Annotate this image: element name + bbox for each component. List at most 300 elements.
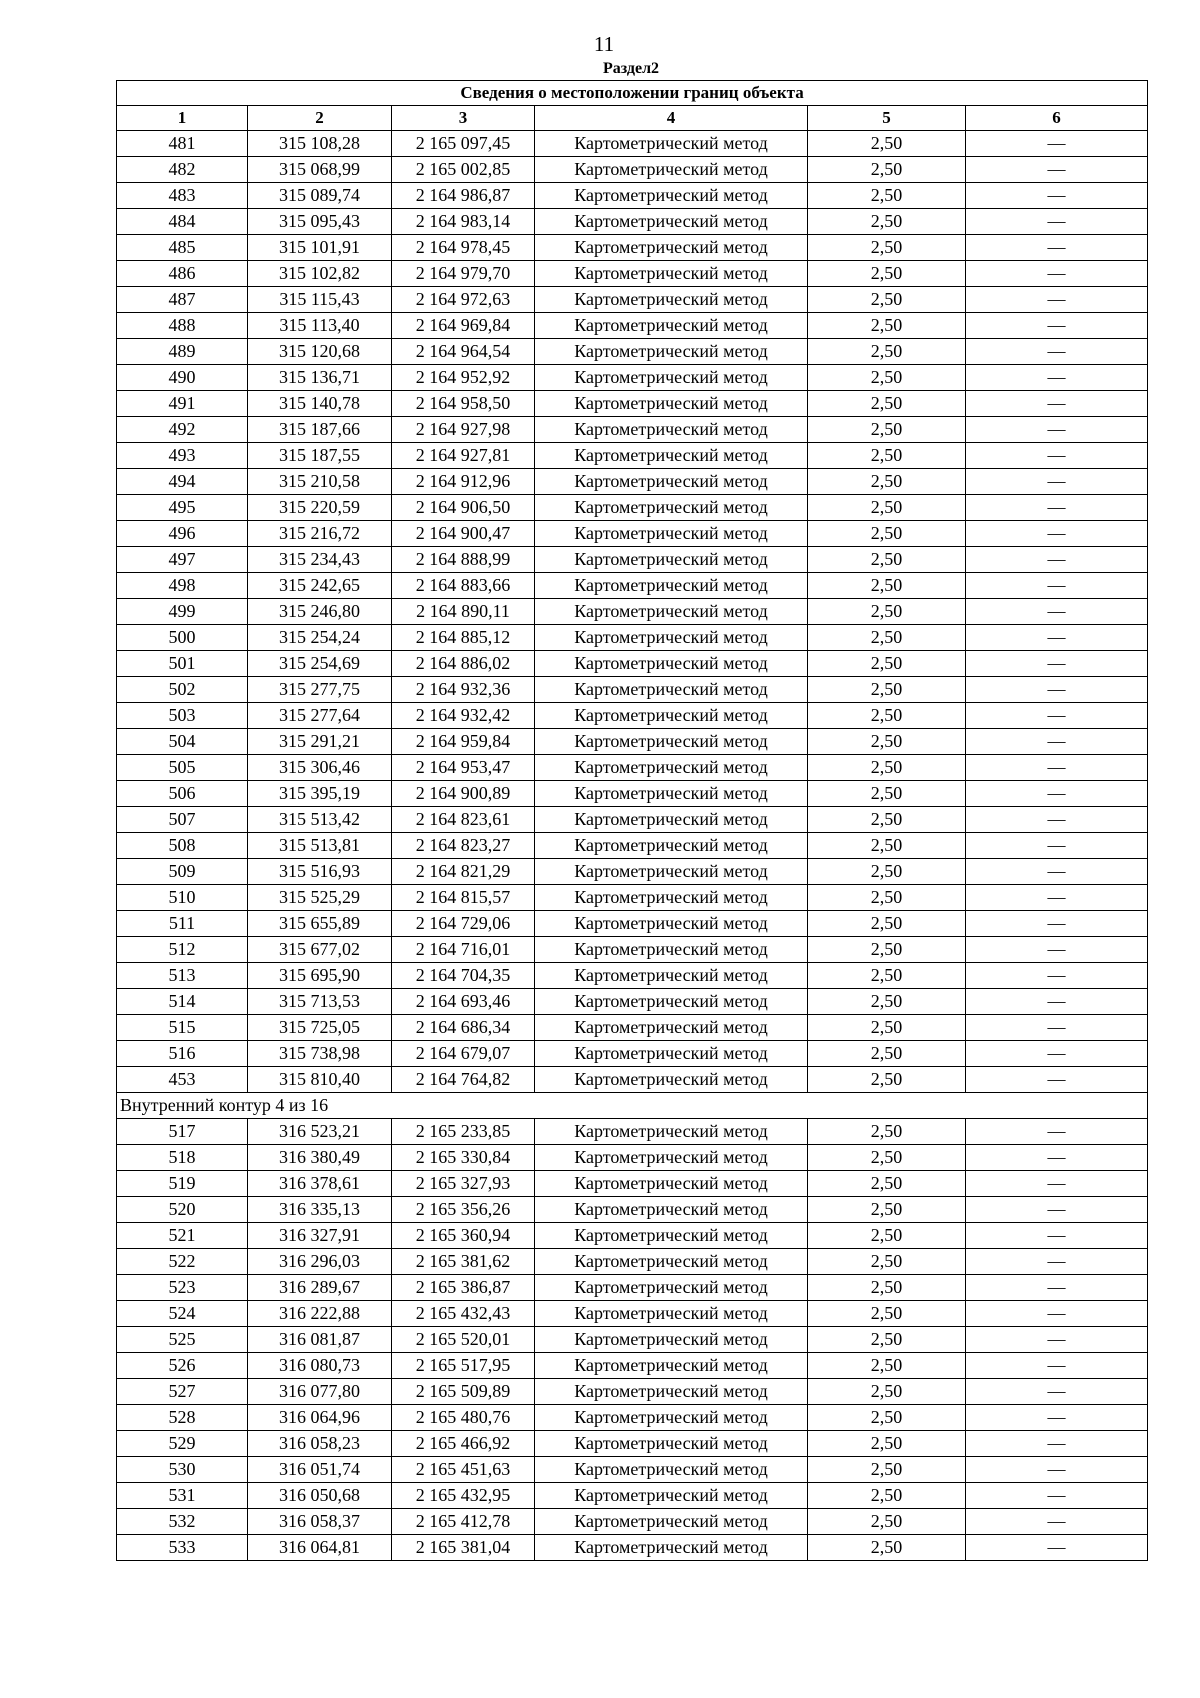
y-coordinate-cell: 2 164 900,47 (392, 521, 535, 547)
description-cell: — (966, 651, 1148, 677)
y-coordinate-cell: 2 165 386,87 (392, 1275, 535, 1301)
x-coordinate-cell: 315 220,59 (248, 495, 392, 521)
table-row (117, 1535, 1148, 1561)
point-number-cell: 509 (117, 859, 248, 885)
point-number-cell: 533 (117, 1535, 248, 1561)
y-coordinate-cell: 2 165 002,85 (392, 157, 535, 183)
method-cell: Картометрический метод (535, 1067, 808, 1093)
accuracy-cell: 2,50 (808, 651, 966, 677)
point-number-cell: 520 (117, 1197, 248, 1223)
method-cell: Картометрический метод (535, 1457, 808, 1483)
x-coordinate-cell: 316 058,23 (248, 1431, 392, 1457)
table-row (117, 1171, 1148, 1197)
y-coordinate-cell: 2 165 097,45 (392, 131, 535, 157)
y-coordinate-cell: 2 164 883,66 (392, 573, 535, 599)
method-cell: Картометрический метод (535, 1119, 808, 1145)
y-coordinate-cell: 2 164 912,96 (392, 469, 535, 495)
table-row (117, 1067, 1148, 1093)
method-cell: Картометрический метод (535, 339, 808, 365)
x-coordinate-cell: 315 525,29 (248, 885, 392, 911)
section-label: Раздел2 (602, 60, 660, 77)
point-number-cell: 453 (117, 1067, 248, 1093)
table-row (117, 313, 1148, 339)
method-cell: Картометрический метод (535, 1483, 808, 1509)
accuracy-cell: 2,50 (808, 1275, 966, 1301)
point-number-cell: 516 (117, 1041, 248, 1067)
point-number-cell: 498 (117, 573, 248, 599)
table-row (117, 703, 1148, 729)
y-coordinate-cell: 2 165 480,76 (392, 1405, 535, 1431)
description-cell: — (966, 313, 1148, 339)
point-number-cell: 531 (117, 1483, 248, 1509)
x-coordinate-cell: 315 187,66 (248, 417, 392, 443)
method-cell: Картометрический метод (535, 313, 808, 339)
point-number-cell: 503 (117, 703, 248, 729)
point-number-cell: 485 (117, 235, 248, 261)
point-number-cell: 529 (117, 1431, 248, 1457)
accuracy-cell: 2,50 (808, 1483, 966, 1509)
x-coordinate-cell: 315 101,91 (248, 235, 392, 261)
description-cell: — (966, 729, 1148, 755)
description-cell: — (966, 677, 1148, 703)
table-row (117, 1119, 1148, 1145)
table-row (117, 911, 1148, 937)
point-number-cell: 505 (117, 755, 248, 781)
x-coordinate-cell: 315 277,64 (248, 703, 392, 729)
x-coordinate-cell: 316 058,37 (248, 1509, 392, 1535)
table-row (117, 1431, 1148, 1457)
x-coordinate-cell: 315 655,89 (248, 911, 392, 937)
x-coordinate-cell: 316 050,68 (248, 1483, 392, 1509)
description-cell: — (966, 1015, 1148, 1041)
accuracy-cell: 2,50 (808, 183, 966, 209)
description-cell: — (966, 261, 1148, 287)
method-cell: Картометрический метод (535, 859, 808, 885)
x-coordinate-cell: 316 523,21 (248, 1119, 392, 1145)
x-coordinate-cell: 316 327,91 (248, 1223, 392, 1249)
description-cell: — (966, 1223, 1148, 1249)
column-header: 4 (535, 106, 808, 131)
point-number-cell: 530 (117, 1457, 248, 1483)
contour-subheader-row (117, 1093, 1148, 1119)
method-cell: Картометрический метод (535, 1197, 808, 1223)
table-row (117, 521, 1148, 547)
accuracy-cell: 2,50 (808, 1015, 966, 1041)
accuracy-cell: 2,50 (808, 495, 966, 521)
x-coordinate-cell: 316 064,81 (248, 1535, 392, 1561)
point-number-cell: 517 (117, 1119, 248, 1145)
method-cell: Картометрический метод (535, 417, 808, 443)
accuracy-cell: 2,50 (808, 1249, 966, 1275)
description-cell: — (966, 1041, 1148, 1067)
description-cell: — (966, 807, 1148, 833)
point-number-cell: 525 (117, 1327, 248, 1353)
y-coordinate-cell: 2 164 693,46 (392, 989, 535, 1015)
method-cell: Картометрический метод (535, 1509, 808, 1535)
accuracy-cell: 2,50 (808, 599, 966, 625)
description-cell: — (966, 547, 1148, 573)
description-cell: — (966, 1327, 1148, 1353)
table-title: Сведения о местоположении границ объекта (117, 81, 1148, 106)
table-row (117, 1223, 1148, 1249)
description-cell: — (966, 417, 1148, 443)
table-row (117, 677, 1148, 703)
description-cell: — (966, 443, 1148, 469)
point-number-cell: 491 (117, 391, 248, 417)
table-row (117, 1509, 1148, 1535)
method-cell: Картометрический метод (535, 1249, 808, 1275)
description-cell: — (966, 1067, 1148, 1093)
method-cell: Картометрический метод (535, 1327, 808, 1353)
point-number-cell: 523 (117, 1275, 248, 1301)
accuracy-cell: 2,50 (808, 1509, 966, 1535)
y-coordinate-cell: 2 164 927,81 (392, 443, 535, 469)
y-coordinate-cell: 2 165 517,95 (392, 1353, 535, 1379)
description-cell: — (966, 1249, 1148, 1275)
y-coordinate-cell: 2 165 509,89 (392, 1379, 535, 1405)
method-cell: Картометрический метод (535, 1015, 808, 1041)
description-cell: — (966, 781, 1148, 807)
method-cell: Картометрический метод (535, 885, 808, 911)
x-coordinate-cell: 315 810,40 (248, 1067, 392, 1093)
y-coordinate-cell: 2 164 959,84 (392, 729, 535, 755)
accuracy-cell: 2,50 (808, 703, 966, 729)
method-cell: Картометрический метод (535, 911, 808, 937)
accuracy-cell: 2,50 (808, 625, 966, 651)
method-cell: Картометрический метод (535, 833, 808, 859)
y-coordinate-cell: 2 164 888,99 (392, 547, 535, 573)
y-coordinate-cell: 2 165 233,85 (392, 1119, 535, 1145)
description-cell: — (966, 339, 1148, 365)
x-coordinate-cell: 315 277,75 (248, 677, 392, 703)
y-coordinate-cell: 2 164 952,92 (392, 365, 535, 391)
description-cell: — (966, 703, 1148, 729)
table-row (117, 599, 1148, 625)
accuracy-cell: 2,50 (808, 1171, 966, 1197)
description-cell: — (966, 1431, 1148, 1457)
method-cell: Картометрический метод (535, 703, 808, 729)
description-cell: — (966, 183, 1148, 209)
y-coordinate-cell: 2 164 969,84 (392, 313, 535, 339)
description-cell: — (966, 235, 1148, 261)
description-cell: — (966, 521, 1148, 547)
point-number-cell: 500 (117, 625, 248, 651)
x-coordinate-cell: 316 378,61 (248, 1171, 392, 1197)
description-cell: — (966, 755, 1148, 781)
point-number-cell: 494 (117, 469, 248, 495)
method-cell: Картометрический метод (535, 391, 808, 417)
x-coordinate-cell: 315 242,65 (248, 573, 392, 599)
description-cell: — (966, 1457, 1148, 1483)
table-row (117, 261, 1148, 287)
x-coordinate-cell: 315 140,78 (248, 391, 392, 417)
table-row (117, 859, 1148, 885)
method-cell: Картометрический метод (535, 521, 808, 547)
accuracy-cell: 2,50 (808, 989, 966, 1015)
y-coordinate-cell: 2 164 927,98 (392, 417, 535, 443)
point-number-cell: 492 (117, 417, 248, 443)
description-cell: — (966, 209, 1148, 235)
column-header: 6 (966, 106, 1148, 131)
x-coordinate-cell: 315 136,71 (248, 365, 392, 391)
table-row (117, 469, 1148, 495)
accuracy-cell: 2,50 (808, 573, 966, 599)
column-header: 2 (248, 106, 392, 131)
accuracy-cell: 2,50 (808, 807, 966, 833)
point-number-cell: 508 (117, 833, 248, 859)
point-number-cell: 511 (117, 911, 248, 937)
method-cell: Картометрический метод (535, 1535, 808, 1561)
y-coordinate-cell: 2 164 978,45 (392, 235, 535, 261)
x-coordinate-cell: 315 395,19 (248, 781, 392, 807)
description-cell: — (966, 963, 1148, 989)
method-cell: Картометрический метод (535, 1431, 808, 1457)
method-cell: Картометрический метод (535, 677, 808, 703)
point-number-cell: 507 (117, 807, 248, 833)
x-coordinate-cell: 315 291,21 (248, 729, 392, 755)
y-coordinate-cell: 2 164 679,07 (392, 1041, 535, 1067)
x-coordinate-cell: 315 113,40 (248, 313, 392, 339)
y-coordinate-cell: 2 165 451,63 (392, 1457, 535, 1483)
description-cell: — (966, 1301, 1148, 1327)
point-number-cell: 484 (117, 209, 248, 235)
y-coordinate-cell: 2 164 900,89 (392, 781, 535, 807)
method-cell: Картометрический метод (535, 131, 808, 157)
y-coordinate-cell: 2 164 906,50 (392, 495, 535, 521)
x-coordinate-cell: 316 335,13 (248, 1197, 392, 1223)
point-number-cell: 524 (117, 1301, 248, 1327)
x-coordinate-cell: 316 081,87 (248, 1327, 392, 1353)
table-row (117, 651, 1148, 677)
boundary-coordinates-table (116, 80, 1148, 1561)
point-number-cell: 502 (117, 677, 248, 703)
accuracy-cell: 2,50 (808, 391, 966, 417)
description-cell: — (966, 911, 1148, 937)
table-row (117, 833, 1148, 859)
y-coordinate-cell: 2 164 823,61 (392, 807, 535, 833)
description-cell: — (966, 833, 1148, 859)
y-coordinate-cell: 2 165 356,26 (392, 1197, 535, 1223)
method-cell: Картометрический метод (535, 261, 808, 287)
accuracy-cell: 2,50 (808, 677, 966, 703)
y-coordinate-cell: 2 164 890,11 (392, 599, 535, 625)
column-header: 3 (392, 106, 535, 131)
x-coordinate-cell: 315 068,99 (248, 157, 392, 183)
point-number-cell: 512 (117, 937, 248, 963)
point-number-cell: 501 (117, 651, 248, 677)
description-cell: — (966, 1379, 1148, 1405)
x-coordinate-cell: 315 695,90 (248, 963, 392, 989)
table-row (117, 781, 1148, 807)
point-number-cell: 515 (117, 1015, 248, 1041)
method-cell: Картометрический метод (535, 183, 808, 209)
accuracy-cell: 2,50 (808, 937, 966, 963)
y-coordinate-cell: 2 165 327,93 (392, 1171, 535, 1197)
y-coordinate-cell: 2 165 412,78 (392, 1509, 535, 1535)
table-row (117, 1353, 1148, 1379)
point-number-cell: 497 (117, 547, 248, 573)
method-cell: Картометрический метод (535, 755, 808, 781)
accuracy-cell: 2,50 (808, 131, 966, 157)
table-row (117, 365, 1148, 391)
method-cell: Картометрический метод (535, 989, 808, 1015)
table-row (117, 1483, 1148, 1509)
method-cell: Картометрический метод (535, 1301, 808, 1327)
accuracy-cell: 2,50 (808, 1535, 966, 1561)
method-cell: Картометрический метод (535, 1171, 808, 1197)
y-coordinate-cell: 2 164 815,57 (392, 885, 535, 911)
column-header: 1 (117, 106, 248, 131)
column-number-row (117, 106, 1148, 131)
method-cell: Картометрический метод (535, 287, 808, 313)
y-coordinate-cell: 2 165 466,92 (392, 1431, 535, 1457)
table-row (117, 989, 1148, 1015)
accuracy-cell: 2,50 (808, 235, 966, 261)
accuracy-cell: 2,50 (808, 469, 966, 495)
method-cell: Картометрический метод (535, 807, 808, 833)
accuracy-cell: 2,50 (808, 1145, 966, 1171)
table-row (117, 573, 1148, 599)
y-coordinate-cell: 2 164 972,63 (392, 287, 535, 313)
point-number-cell: 510 (117, 885, 248, 911)
point-number-cell: 514 (117, 989, 248, 1015)
x-coordinate-cell: 315 234,43 (248, 547, 392, 573)
accuracy-cell: 2,50 (808, 729, 966, 755)
table-row (117, 1145, 1148, 1171)
point-number-cell: 490 (117, 365, 248, 391)
table-row (117, 443, 1148, 469)
table-row (117, 391, 1148, 417)
accuracy-cell: 2,50 (808, 339, 966, 365)
y-coordinate-cell: 2 164 886,02 (392, 651, 535, 677)
y-coordinate-cell: 2 164 964,54 (392, 339, 535, 365)
table-row (117, 1405, 1148, 1431)
accuracy-cell: 2,50 (808, 1379, 966, 1405)
accuracy-cell: 2,50 (808, 781, 966, 807)
method-cell: Картометрический метод (535, 937, 808, 963)
x-coordinate-cell: 316 222,88 (248, 1301, 392, 1327)
accuracy-cell: 2,50 (808, 1431, 966, 1457)
y-coordinate-cell: 2 164 704,35 (392, 963, 535, 989)
table-row (117, 417, 1148, 443)
accuracy-cell: 2,50 (808, 1353, 966, 1379)
x-coordinate-cell: 315 089,74 (248, 183, 392, 209)
table-row (117, 937, 1148, 963)
table-row (117, 1275, 1148, 1301)
description-cell: — (966, 1275, 1148, 1301)
table-row (117, 235, 1148, 261)
table-row (117, 157, 1148, 183)
method-cell: Картометрический метод (535, 1379, 808, 1405)
method-cell: Картометрический метод (535, 209, 808, 235)
accuracy-cell: 2,50 (808, 859, 966, 885)
point-number-cell: 519 (117, 1171, 248, 1197)
description-cell: — (966, 937, 1148, 963)
description-cell: — (966, 1483, 1148, 1509)
accuracy-cell: 2,50 (808, 1405, 966, 1431)
table-row (117, 547, 1148, 573)
table-row (117, 807, 1148, 833)
point-number-cell: 521 (117, 1223, 248, 1249)
method-cell: Картометрический метод (535, 365, 808, 391)
description-cell: — (966, 573, 1148, 599)
description-cell: — (966, 1535, 1148, 1561)
method-cell: Картометрический метод (535, 1275, 808, 1301)
description-cell: — (966, 1171, 1148, 1197)
point-number-cell: 513 (117, 963, 248, 989)
point-number-cell: 532 (117, 1509, 248, 1535)
method-cell: Картометрический метод (535, 495, 808, 521)
table-row (117, 495, 1148, 521)
accuracy-cell: 2,50 (808, 287, 966, 313)
point-number-cell: 522 (117, 1249, 248, 1275)
method-cell: Картометрический метод (535, 1223, 808, 1249)
method-cell: Картометрический метод (535, 157, 808, 183)
point-number-cell: 488 (117, 313, 248, 339)
x-coordinate-cell: 315 513,42 (248, 807, 392, 833)
column-header: 5 (808, 106, 966, 131)
accuracy-cell: 2,50 (808, 417, 966, 443)
x-coordinate-cell: 315 513,81 (248, 833, 392, 859)
x-coordinate-cell: 316 080,73 (248, 1353, 392, 1379)
table-title-row (117, 81, 1148, 106)
description-cell: — (966, 365, 1148, 391)
table-row (117, 339, 1148, 365)
point-number-cell: 493 (117, 443, 248, 469)
y-coordinate-cell: 2 164 764,82 (392, 1067, 535, 1093)
y-coordinate-cell: 2 164 979,70 (392, 261, 535, 287)
method-cell: Картометрический метод (535, 781, 808, 807)
accuracy-cell: 2,50 (808, 521, 966, 547)
accuracy-cell: 2,50 (808, 313, 966, 339)
description-cell: — (966, 859, 1148, 885)
x-coordinate-cell: 315 210,58 (248, 469, 392, 495)
method-cell: Картометрический метод (535, 547, 808, 573)
y-coordinate-cell: 2 165 360,94 (392, 1223, 535, 1249)
x-coordinate-cell: 315 738,98 (248, 1041, 392, 1067)
point-number-cell: 527 (117, 1379, 248, 1405)
contour-subheader: Внутренний контур 4 из 16 (117, 1093, 1148, 1119)
table-row (117, 1327, 1148, 1353)
table-row (117, 131, 1148, 157)
description-cell: — (966, 1197, 1148, 1223)
method-cell: Картометрический метод (535, 443, 808, 469)
accuracy-cell: 2,50 (808, 1457, 966, 1483)
y-coordinate-cell: 2 165 381,62 (392, 1249, 535, 1275)
x-coordinate-cell: 316 064,96 (248, 1405, 392, 1431)
description-cell: — (966, 1405, 1148, 1431)
accuracy-cell: 2,50 (808, 547, 966, 573)
y-coordinate-cell: 2 164 958,50 (392, 391, 535, 417)
description-cell: — (966, 157, 1148, 183)
description-cell: — (966, 391, 1148, 417)
table-body (117, 131, 1148, 1561)
x-coordinate-cell: 315 120,68 (248, 339, 392, 365)
y-coordinate-cell: 2 164 986,87 (392, 183, 535, 209)
method-cell: Картометрический метод (535, 235, 808, 261)
method-cell: Картометрический метод (535, 1353, 808, 1379)
table-row (117, 1379, 1148, 1405)
method-cell: Картометрический метод (535, 729, 808, 755)
accuracy-cell: 2,50 (808, 365, 966, 391)
point-number-cell: 496 (117, 521, 248, 547)
method-cell: Картометрический метод (535, 1145, 808, 1171)
x-coordinate-cell: 315 246,80 (248, 599, 392, 625)
description-cell: — (966, 1353, 1148, 1379)
method-cell: Картометрический метод (535, 625, 808, 651)
y-coordinate-cell: 2 164 953,47 (392, 755, 535, 781)
accuracy-cell: 2,50 (808, 1301, 966, 1327)
